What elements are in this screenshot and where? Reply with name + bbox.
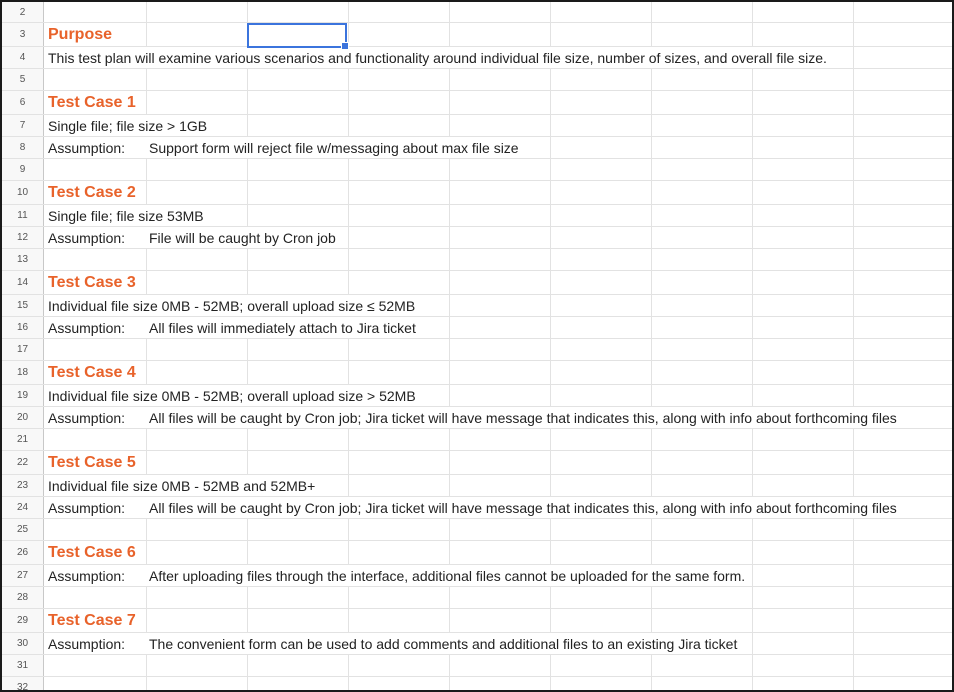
column-gridline: [348, 587, 349, 608]
column-gridline: [348, 2, 349, 22]
sheet-row[interactable]: [2, 205, 952, 227]
column-gridline: [651, 587, 652, 608]
column-gridline: [651, 475, 652, 496]
sheet-row[interactable]: [2, 137, 952, 159]
column-gridline: [550, 587, 551, 608]
column-gridline: [348, 519, 349, 540]
column-gridline: [146, 271, 147, 294]
column-gridline: [752, 519, 753, 540]
sheet-row[interactable]: [2, 159, 952, 181]
column-gridline: [853, 137, 854, 158]
column-gridline: [651, 249, 652, 270]
sheet-row[interactable]: [2, 249, 952, 271]
row-number[interactable]: 11: [2, 205, 44, 226]
column-gridline: [853, 361, 854, 384]
column-gridline: [550, 451, 551, 474]
assumption-text[interactable]: All files will be caught by Cron job; Jira ticket will have message that indicates this, along with info about forthcoming files: [146, 497, 897, 518]
column-gridline: [348, 451, 349, 474]
column-gridline: [550, 609, 551, 632]
assumption-label[interactable]: Assumption:: [45, 497, 145, 518]
column-gridline: [550, 249, 551, 270]
sheet-row[interactable]: [2, 475, 952, 497]
column-gridline: [853, 317, 854, 338]
column-gridline: [247, 541, 248, 564]
column-gridline: [247, 249, 248, 270]
column-gridline: [651, 429, 652, 450]
column-gridline: [449, 519, 450, 540]
assumption-label[interactable]: Assumption:: [45, 137, 145, 158]
column-gridline: [550, 655, 551, 676]
column-gridline: [550, 339, 551, 360]
column-gridline: [752, 609, 753, 632]
column-gridline: [449, 181, 450, 204]
column-gridline: [550, 429, 551, 450]
column-gridline: [348, 541, 349, 564]
column-gridline: [247, 361, 248, 384]
row-number[interactable]: 24: [2, 497, 44, 518]
column-gridline: [348, 227, 349, 248]
column-gridline: [247, 159, 248, 180]
row-number[interactable]: 10: [2, 181, 44, 204]
column-gridline: [550, 519, 551, 540]
column-gridline: [348, 181, 349, 204]
row-number[interactable]: 16: [2, 317, 44, 338]
sheet-row[interactable]: [2, 429, 952, 451]
column-gridline: [752, 91, 753, 114]
section-heading[interactable]: Test Case 5: [45, 451, 136, 474]
column-gridline: [853, 205, 854, 226]
section-heading[interactable]: Test Case 4: [45, 361, 136, 384]
column-gridline: [752, 115, 753, 136]
column-gridline: [550, 295, 551, 316]
column-gridline: [651, 541, 652, 564]
column-gridline: [853, 541, 854, 564]
column-gridline: [853, 159, 854, 180]
row-number[interactable]: 30: [2, 633, 44, 654]
column-gridline: [752, 23, 753, 46]
sheet-row[interactable]: [2, 115, 952, 137]
sheet-row[interactable]: [2, 47, 952, 69]
column-gridline: [550, 317, 551, 338]
section-heading[interactable]: Test Case 2: [45, 181, 136, 204]
column-gridline: [247, 181, 248, 204]
section-heading[interactable]: Test Case 7: [45, 609, 136, 632]
column-gridline: [853, 47, 854, 68]
column-gridline: [752, 227, 753, 248]
sheet-row[interactable]: [2, 565, 952, 587]
column-gridline: [853, 475, 854, 496]
column-gridline: [853, 181, 854, 204]
column-gridline: [651, 69, 652, 90]
column-gridline: [146, 181, 147, 204]
column-gridline: [550, 475, 551, 496]
column-gridline: [752, 295, 753, 316]
column-gridline: [550, 23, 551, 46]
sheet-row[interactable]: [2, 317, 952, 339]
column-gridline: [348, 115, 349, 136]
description-cell[interactable]: Individual file size 0MB - 52MB; overall upload size ≤ 52MB: [45, 295, 415, 316]
column-gridline: [146, 91, 147, 114]
column-gridline: [853, 429, 854, 450]
column-gridline: [752, 339, 753, 360]
assumption-label[interactable]: Assumption:: [45, 565, 145, 586]
column-gridline: [752, 451, 753, 474]
column-gridline: [247, 69, 248, 90]
column-gridline: [853, 677, 854, 692]
column-gridline: [853, 633, 854, 654]
sheet-row[interactable]: [2, 271, 952, 295]
column-gridline: [247, 339, 248, 360]
sheet-row[interactable]: [2, 227, 952, 249]
column-gridline: [853, 385, 854, 406]
column-gridline: [449, 2, 450, 22]
column-gridline: [752, 317, 753, 338]
column-gridline: [449, 91, 450, 114]
column-gridline: [550, 115, 551, 136]
column-gridline: [752, 137, 753, 158]
column-gridline: [853, 271, 854, 294]
column-gridline: [348, 205, 349, 226]
column-gridline: [752, 429, 753, 450]
column-gridline: [449, 23, 450, 46]
column-gridline: [247, 655, 248, 676]
column-gridline: [550, 677, 551, 692]
sheet-row[interactable]: [2, 361, 952, 385]
column-gridline: [348, 249, 349, 270]
column-gridline: [550, 541, 551, 564]
column-gridline: [550, 385, 551, 406]
column-gridline: [247, 587, 248, 608]
sheet-row[interactable]: [2, 541, 952, 565]
column-gridline: [247, 451, 248, 474]
column-gridline: [348, 159, 349, 180]
column-gridline: [651, 519, 652, 540]
column-gridline: [247, 205, 248, 226]
column-gridline: [853, 91, 854, 114]
row-number[interactable]: 25: [2, 519, 44, 540]
row-number[interactable]: 22: [2, 451, 44, 474]
column-gridline: [752, 69, 753, 90]
column-gridline: [752, 271, 753, 294]
column-gridline: [247, 2, 248, 22]
row-number[interactable]: 20: [2, 407, 44, 428]
column-gridline: [853, 227, 854, 248]
column-gridline: [146, 655, 147, 676]
column-gridline: [651, 339, 652, 360]
column-gridline: [651, 271, 652, 294]
sheet-row[interactable]: [2, 2, 952, 23]
column-gridline: [146, 339, 147, 360]
column-gridline: [348, 429, 349, 450]
sheet-row[interactable]: [2, 519, 952, 541]
column-gridline: [752, 677, 753, 692]
row-number[interactable]: 19: [2, 385, 44, 406]
column-gridline: [853, 69, 854, 90]
assumption-label[interactable]: Assumption:: [45, 227, 145, 248]
column-gridline: [449, 655, 450, 676]
column-gridline: [449, 475, 450, 496]
column-gridline: [449, 587, 450, 608]
column-gridline: [348, 677, 349, 692]
column-gridline: [449, 609, 450, 632]
selected-cell[interactable]: [247, 23, 347, 48]
column-gridline: [550, 2, 551, 22]
column-gridline: [348, 475, 349, 496]
column-gridline: [247, 519, 248, 540]
sheet-row[interactable]: [2, 609, 952, 633]
column-gridline: [853, 339, 854, 360]
column-gridline: [146, 519, 147, 540]
assumption-text[interactable]: File will be caught by Cron job: [146, 227, 336, 248]
column-gridline: [550, 181, 551, 204]
description-cell[interactable]: Individual file size 0MB - 52MB and 52MB+: [45, 475, 315, 496]
column-gridline: [146, 249, 147, 270]
column-gridline: [550, 159, 551, 180]
column-gridline: [449, 361, 450, 384]
column-gridline: [146, 451, 147, 474]
column-gridline: [550, 137, 551, 158]
sheet-row[interactable]: [2, 181, 952, 205]
row-number[interactable]: 17: [2, 339, 44, 360]
assumption-text[interactable]: All files will immediately attach to Jira ticket: [146, 317, 416, 338]
column-gridline: [651, 115, 652, 136]
column-gridline: [348, 69, 349, 90]
column-gridline: [752, 249, 753, 270]
sheet-row[interactable]: [2, 497, 952, 519]
section-heading[interactable]: Test Case 3: [45, 271, 136, 294]
column-gridline: [449, 541, 450, 564]
row-number[interactable]: 31: [2, 655, 44, 676]
column-gridline: [449, 429, 450, 450]
column-gridline: [146, 2, 147, 22]
row-number[interactable]: 6: [2, 91, 44, 114]
sheet-row[interactable]: [2, 23, 952, 47]
column-gridline: [550, 205, 551, 226]
column-gridline: [752, 655, 753, 676]
column-gridline: [348, 339, 349, 360]
row-number[interactable]: 2: [2, 2, 44, 22]
row-number[interactable]: 3: [2, 23, 44, 46]
column-gridline: [449, 69, 450, 90]
sheet-row[interactable]: [2, 69, 952, 91]
section-heading[interactable]: Test Case 1: [45, 91, 136, 114]
sheet-row[interactable]: [2, 91, 952, 115]
column-gridline: [348, 609, 349, 632]
column-gridline: [449, 451, 450, 474]
column-gridline: [146, 23, 147, 46]
column-gridline: [752, 475, 753, 496]
row-number[interactable]: 9: [2, 159, 44, 180]
column-gridline: [752, 205, 753, 226]
row-number[interactable]: 15: [2, 295, 44, 316]
column-gridline: [348, 91, 349, 114]
row-number[interactable]: 28: [2, 587, 44, 608]
column-gridline: [449, 385, 450, 406]
column-gridline: [550, 91, 551, 114]
column-gridline: [348, 361, 349, 384]
column-gridline: [752, 633, 753, 654]
column-gridline: [651, 205, 652, 226]
column-gridline: [146, 541, 147, 564]
row-number[interactable]: 7: [2, 115, 44, 136]
column-gridline: [449, 159, 450, 180]
column-gridline: [853, 565, 854, 586]
column-gridline: [247, 429, 248, 450]
sheet-row[interactable]: [2, 655, 952, 677]
row-number[interactable]: 26: [2, 541, 44, 564]
column-gridline: [651, 23, 652, 46]
column-gridline: [449, 115, 450, 136]
column-gridline: [853, 519, 854, 540]
column-gridline: [247, 609, 248, 632]
column-gridline: [146, 361, 147, 384]
column-gridline: [853, 23, 854, 46]
column-gridline: [449, 677, 450, 692]
column-gridline: [550, 227, 551, 248]
assumption-label[interactable]: Assumption:: [45, 407, 145, 428]
column-gridline: [752, 2, 753, 22]
column-gridline: [449, 205, 450, 226]
description-cell[interactable]: Single file; file size > 1GB: [45, 115, 207, 136]
column-gridline: [853, 587, 854, 608]
column-gridline: [651, 181, 652, 204]
column-gridline: [853, 609, 854, 632]
column-gridline: [449, 271, 450, 294]
row-number[interactable]: 8: [2, 137, 44, 158]
assumption-label[interactable]: Assumption:: [45, 633, 145, 654]
column-gridline: [247, 271, 248, 294]
row-number[interactable]: 23: [2, 475, 44, 496]
column-gridline: [752, 361, 753, 384]
column-gridline: [651, 159, 652, 180]
section-heading[interactable]: Purpose: [45, 23, 112, 46]
description-cell[interactable]: This test plan will examine various scenarios and functionality around individual file size, number of sizes, and overall file size.: [45, 47, 827, 68]
column-gridline: [651, 451, 652, 474]
column-gridline: [651, 91, 652, 114]
row-number[interactable]: 21: [2, 429, 44, 450]
column-gridline: [853, 655, 854, 676]
sheet-row[interactable]: [2, 339, 952, 361]
column-gridline: [146, 69, 147, 90]
column-gridline: [651, 317, 652, 338]
column-gridline: [247, 677, 248, 692]
sheet-row[interactable]: [2, 633, 952, 655]
sheet-row[interactable]: [2, 407, 952, 429]
column-gridline: [752, 159, 753, 180]
section-heading[interactable]: Test Case 6: [45, 541, 136, 564]
column-gridline: [348, 271, 349, 294]
column-gridline: [853, 115, 854, 136]
column-gridline: [651, 609, 652, 632]
column-gridline: [853, 2, 854, 22]
column-gridline: [146, 429, 147, 450]
row-number[interactable]: 18: [2, 361, 44, 384]
column-gridline: [146, 587, 147, 608]
row-number[interactable]: 32: [2, 677, 44, 692]
column-gridline: [752, 587, 753, 608]
column-gridline: [651, 385, 652, 406]
column-gridline: [651, 2, 652, 22]
column-gridline: [752, 385, 753, 406]
row-number[interactable]: 5: [2, 69, 44, 90]
column-gridline: [449, 227, 450, 248]
column-gridline: [449, 295, 450, 316]
column-gridline: [550, 361, 551, 384]
column-gridline: [853, 249, 854, 270]
sheet-row[interactable]: [2, 677, 952, 692]
row-number[interactable]: 12: [2, 227, 44, 248]
column-gridline: [651, 361, 652, 384]
sheet-row[interactable]: [2, 295, 952, 317]
row-number[interactable]: 27: [2, 565, 44, 586]
column-gridline: [651, 655, 652, 676]
cell-grid[interactable]: [2, 2, 952, 690]
column-gridline: [247, 115, 248, 136]
column-gridline: [449, 339, 450, 360]
sheet-row[interactable]: [2, 587, 952, 609]
column-gridline: [449, 249, 450, 270]
assumption-text[interactable]: All files will be caught by Cron job; Jira ticket will have message that indicates this, along with info about forthcoming files: [146, 407, 897, 428]
row-number[interactable]: 14: [2, 271, 44, 294]
row-number[interactable]: 4: [2, 47, 44, 68]
column-gridline: [752, 181, 753, 204]
description-cell[interactable]: Single file; file size 53MB: [45, 205, 204, 226]
fill-handle[interactable]: [341, 42, 349, 50]
column-gridline: [853, 451, 854, 474]
column-gridline: [146, 677, 147, 692]
column-gridline: [247, 91, 248, 114]
column-gridline: [449, 317, 450, 338]
column-gridline: [651, 227, 652, 248]
column-gridline: [651, 677, 652, 692]
sheet-row[interactable]: [2, 451, 952, 475]
assumption-text[interactable]: Support form will reject file w/messaging about max file size: [146, 137, 519, 158]
description-cell[interactable]: Individual file size 0MB - 52MB; overall upload size > 52MB: [45, 385, 416, 406]
column-gridline: [853, 295, 854, 316]
column-gridline: [752, 565, 753, 586]
row-number[interactable]: 29: [2, 609, 44, 632]
column-gridline: [550, 271, 551, 294]
column-gridline: [752, 541, 753, 564]
column-gridline: [146, 159, 147, 180]
sheet-row[interactable]: [2, 385, 952, 407]
column-gridline: [348, 655, 349, 676]
column-gridline: [146, 609, 147, 632]
column-gridline: [550, 69, 551, 90]
row-number[interactable]: 13: [2, 249, 44, 270]
assumption-text[interactable]: The convenient form can be used to add comments and additional files to an existing Jira ticket: [146, 633, 737, 654]
assumption-label[interactable]: Assumption:: [45, 317, 145, 338]
column-gridline: [651, 137, 652, 158]
assumption-text[interactable]: After uploading files through the interface, additional files cannot be uploaded for the same form.: [146, 565, 745, 586]
column-gridline: [651, 295, 652, 316]
